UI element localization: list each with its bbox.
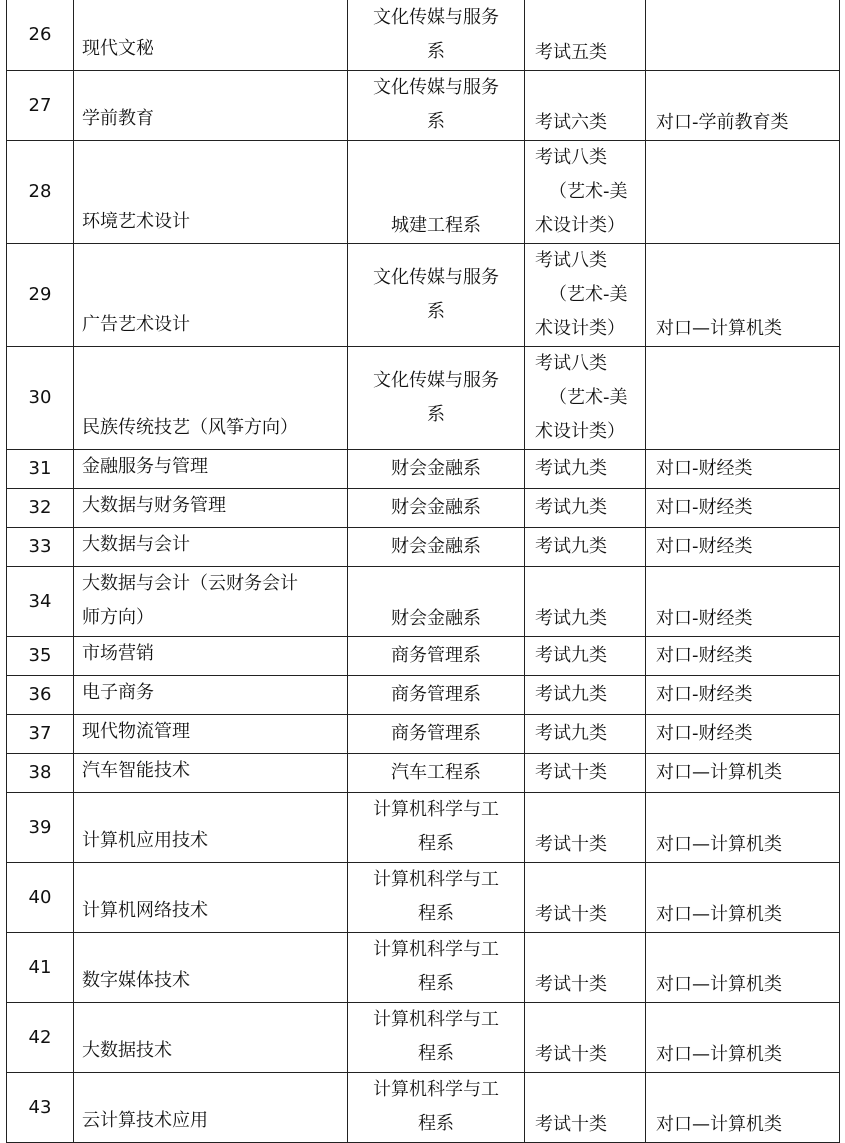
vocational-track: 对口—计算机类 <box>646 243 840 346</box>
vocational-track <box>646 140 840 243</box>
exam-category <box>525 636 646 675</box>
row-number: 30 <box>7 346 74 449</box>
major-name-line: 师方向） <box>82 607 154 628</box>
major-name: 计算机网络技术 <box>74 862 348 932</box>
exam-category <box>525 862 646 932</box>
department-line: 汽车工程系 <box>391 761 481 783</box>
vocational-track <box>646 346 840 449</box>
exam-category-line: （艺术-美 <box>549 386 628 408</box>
exam-category <box>525 70 646 140</box>
major-name: 金融服务与管理 <box>74 449 348 488</box>
department-line: 程系 <box>418 903 454 924</box>
exam-category-line: 考试九类 <box>535 457 607 479</box>
exam-category <box>525 140 646 243</box>
table-row <box>7 862 840 932</box>
table-row <box>7 449 840 488</box>
row-number: 40 <box>7 862 74 932</box>
department-line: 文化传媒与服务 <box>373 369 499 391</box>
row-number: 39 <box>7 792 74 862</box>
major-name: 计算机应用技术 <box>74 792 348 862</box>
exam-category-line: 考试十类 <box>535 833 607 855</box>
exam-category-line: 考试十类 <box>535 1113 607 1135</box>
department-line: 财会金融系 <box>391 457 481 479</box>
major-name: 电子商务 <box>74 675 348 714</box>
major-name: 大数据与会计 <box>74 527 348 566</box>
department <box>348 140 525 243</box>
vocational-track: 对口—计算机类 <box>646 932 840 1002</box>
department <box>348 566 525 636</box>
major-name: 云计算技术应用 <box>74 1072 348 1142</box>
table-row <box>7 527 840 566</box>
department-line: 财会金融系 <box>391 496 481 518</box>
department <box>348 527 525 566</box>
table-row <box>7 1072 840 1142</box>
table-row <box>7 753 840 792</box>
exam-category-line: 考试十类 <box>535 761 607 783</box>
exam-category <box>525 714 646 753</box>
table-row <box>7 566 840 636</box>
row-number: 28 <box>7 140 74 243</box>
vocational-track: 对口-财经类 <box>646 566 840 636</box>
major-name: 广告艺术设计 <box>74 243 348 346</box>
department <box>348 243 525 346</box>
department-line: 程系 <box>418 973 454 994</box>
exam-category <box>525 675 646 714</box>
department <box>348 488 525 527</box>
major-name: 汽车智能技术 <box>74 753 348 792</box>
exam-category <box>525 449 646 488</box>
exam-category-line: 考试十类 <box>535 903 607 925</box>
table-row <box>7 932 840 1002</box>
row-number: 29 <box>7 243 74 346</box>
major-name <box>74 566 348 636</box>
department-line: 计算机科学与工 <box>373 799 499 820</box>
department-line: 商务管理系 <box>391 722 481 744</box>
major-name: 现代物流管理 <box>74 714 348 753</box>
exam-category-line: 考试九类 <box>535 496 607 518</box>
department <box>348 1002 525 1072</box>
table-row <box>7 1002 840 1072</box>
exam-category-line: 考试九类 <box>535 683 607 705</box>
exam-category-line: 考试五类 <box>535 41 607 63</box>
exam-category <box>525 527 646 566</box>
department-line: 系 <box>427 111 445 132</box>
department-line: 财会金融系 <box>391 607 481 629</box>
department <box>348 1072 525 1142</box>
exam-category <box>525 0 646 70</box>
major-name-line: 大数据与会计（云财务会计 <box>82 573 298 594</box>
row-number: 32 <box>7 488 74 527</box>
row-number: 43 <box>7 1072 74 1142</box>
department-line: 系 <box>427 300 445 322</box>
exam-category <box>525 1072 646 1142</box>
department-line: 计算机科学与工 <box>373 869 499 890</box>
exam-category <box>525 932 646 1002</box>
row-number: 31 <box>7 449 74 488</box>
department-line: 计算机科学与工 <box>373 939 499 960</box>
vocational-track: 对口—计算机类 <box>646 1002 840 1072</box>
vocational-track: 对口-学前教育类 <box>646 70 840 140</box>
row-number: 26 <box>7 0 74 70</box>
exam-category <box>525 243 646 346</box>
exam-category <box>525 488 646 527</box>
department-line: 计算机科学与工 <box>373 1009 499 1030</box>
exam-category-line: 术设计类） <box>535 420 625 442</box>
department <box>348 70 525 140</box>
major-name: 市场营销 <box>74 636 348 675</box>
department-line: 商务管理系 <box>391 644 481 666</box>
exam-category-line: 考试八类 <box>535 352 607 374</box>
department-line: 文化传媒与服务 <box>373 77 499 98</box>
row-number: 41 <box>7 932 74 1002</box>
table-row <box>7 140 840 243</box>
major-name: 环境艺术设计 <box>74 140 348 243</box>
table-row <box>7 488 840 527</box>
row-number: 35 <box>7 636 74 675</box>
exam-category <box>525 792 646 862</box>
major-table <box>6 0 840 1143</box>
department <box>348 636 525 675</box>
exam-category-line: 考试九类 <box>535 644 607 666</box>
department-line: 文化传媒与服务 <box>373 266 499 288</box>
major-name: 大数据技术 <box>74 1002 348 1072</box>
exam-category-line: （艺术-美 <box>549 283 628 305</box>
vocational-track: 对口—计算机类 <box>646 1072 840 1142</box>
row-number: 38 <box>7 753 74 792</box>
table-row <box>7 0 840 70</box>
vocational-track: 对口-财经类 <box>646 488 840 527</box>
vocational-track: 对口—计算机类 <box>646 792 840 862</box>
table-body <box>7 0 840 1142</box>
department-line: 程系 <box>418 833 454 854</box>
major-name: 现代文秘 <box>74 0 348 70</box>
row-number: 33 <box>7 527 74 566</box>
exam-category <box>525 753 646 792</box>
department <box>348 714 525 753</box>
department <box>348 346 525 449</box>
department-line: 商务管理系 <box>391 683 481 705</box>
row-number: 42 <box>7 1002 74 1072</box>
vocational-track: 对口—计算机类 <box>646 862 840 932</box>
table-row <box>7 675 840 714</box>
row-number: 34 <box>7 566 74 636</box>
table-row <box>7 714 840 753</box>
exam-category-line: 考试十类 <box>535 973 607 995</box>
vocational-track: 对口-财经类 <box>646 527 840 566</box>
major-name: 大数据与财务管理 <box>74 488 348 527</box>
department <box>348 792 525 862</box>
exam-category <box>525 346 646 449</box>
vocational-track: 对口-财经类 <box>646 636 840 675</box>
department <box>348 449 525 488</box>
department <box>348 932 525 1002</box>
department-line: 财会金融系 <box>391 535 481 557</box>
row-number: 36 <box>7 675 74 714</box>
department-line: 程系 <box>418 1113 454 1134</box>
exam-category-line: 考试八类 <box>535 146 607 168</box>
vocational-track: 对口-财经类 <box>646 714 840 753</box>
department-line: 系 <box>427 403 445 425</box>
exam-category-line: 术设计类） <box>535 214 625 236</box>
exam-category-line: 考试六类 <box>535 111 607 133</box>
department <box>348 753 525 792</box>
exam-category <box>525 566 646 636</box>
department-line: 计算机科学与工 <box>373 1079 499 1100</box>
row-number: 27 <box>7 70 74 140</box>
major-name: 学前教育 <box>74 70 348 140</box>
exam-category-line: 术设计类） <box>535 317 625 339</box>
vocational-track: 对口—计算机类 <box>646 753 840 792</box>
exam-category-line: 考试十类 <box>535 1043 607 1065</box>
department <box>348 675 525 714</box>
exam-category-line: 考试九类 <box>535 722 607 744</box>
department-line: 系 <box>427 40 445 62</box>
department-line: 程系 <box>418 1043 454 1064</box>
table-row <box>7 346 840 449</box>
major-name: 数字媒体技术 <box>74 932 348 1002</box>
vocational-track: 对口-财经类 <box>646 449 840 488</box>
exam-category <box>525 1002 646 1072</box>
exam-category-line: 考试九类 <box>535 535 607 557</box>
exam-category-line: 考试九类 <box>535 607 607 629</box>
exam-category-line: 考试八类 <box>535 249 607 271</box>
vocational-track <box>646 0 840 70</box>
department <box>348 862 525 932</box>
exam-category-line: （艺术-美 <box>549 180 628 202</box>
table-row <box>7 70 840 140</box>
table-row <box>7 636 840 675</box>
table-row <box>7 243 840 346</box>
department <box>348 0 525 70</box>
vocational-track: 对口-财经类 <box>646 675 840 714</box>
department-line: 文化传媒与服务 <box>373 6 499 28</box>
major-name: 民族传统技艺（风筝方向） <box>74 346 348 449</box>
row-number: 37 <box>7 714 74 753</box>
department-line: 城建工程系 <box>391 214 481 236</box>
table-row <box>7 792 840 862</box>
